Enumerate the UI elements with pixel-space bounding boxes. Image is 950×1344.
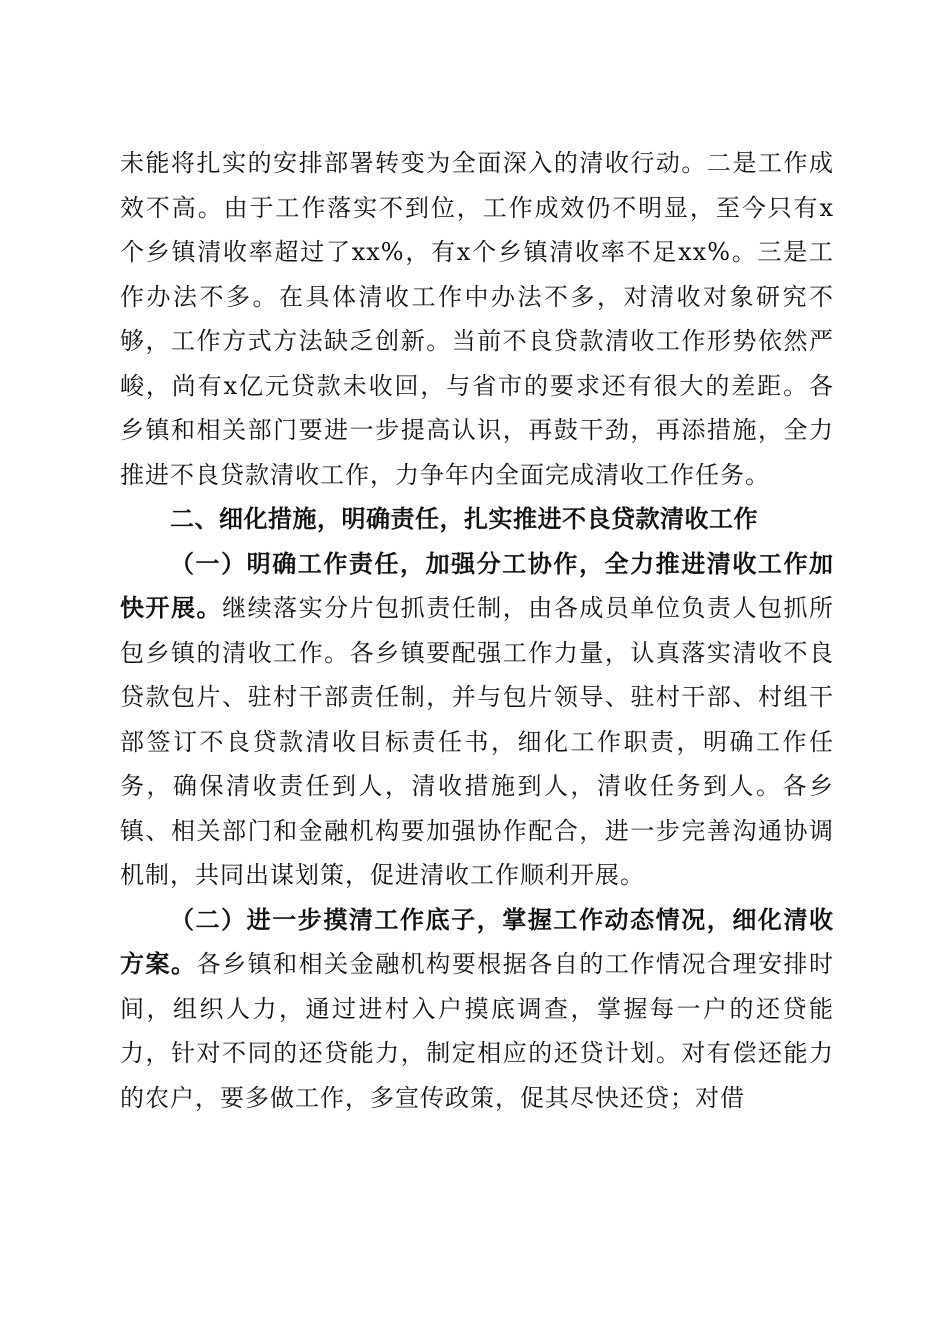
paragraph-continuation: 未能将扎实的安排部署转变为全面深入的清收行动。二是工作成效不高。由于工作落实不到位，工作成效仍不明显，至今只有x个乡镇清收率超过了xx%，有x个乡镇清收率不足xx%。三是工作办法不多。在具体清收工作中办法不多，对清收对象研究不够，工作方式方法缺乏创新。当前不良贷款清收工作形势依然严峻，尚有x亿元贷款未收回，与省市的要求还有很大的差距。各乡镇和相关部门要进一步提高认识，再鼓干劲，再添措施，全力推进不良贷款清收工作，力争年内全面完成清收工作任务。 <box>120 149 834 489</box>
subsection-1 <box>120 542 834 898</box>
subsection-2 <box>120 898 834 1121</box>
subsection-1-heading: （一）明确工作责任，加强分工协作，全力推进清收工作加快开展。 <box>120 548 834 622</box>
section-heading: 二、细化措施，明确责任，扎实推进不良贷款清收工作 <box>170 505 758 533</box>
subsection-2-heading: （二）进一步摸清工作底子，掌握工作动态情况，细化清收方案。 <box>120 904 834 978</box>
document-body <box>120 141 834 1120</box>
subsection-2-body: 各乡镇和相关金融机构要根据各自的工作情况合理安排时间，组织人力，通过进村入户摸底调查，掌握每一户的还贷能力，针对不同的还贷能力，制定相应的还贷计划。对有偿还能力的农户，要多做工作，多宣传政策，促其尽快还贷；对借 <box>120 950 835 1112</box>
subsection-1-body: 继续落实分片包抓责任制，由各成员单位负责人包抓所包乡镇的清收工作。各乡镇要配强工作力量，认真落实清收不良贷款包片、驻村干部责任制，并与包片领导、驻村干部、村组干部签订不良贷款清收目标责任书，细化工作职责，明确工作任务，确保清收责任到人，清收措施到人，清收任务到人。各乡镇、相关部门和金融机构要加强协作配合，进一步完善沟通协调机制，共同出谋划策，促进清收工作顺利开展。 <box>120 594 835 889</box>
